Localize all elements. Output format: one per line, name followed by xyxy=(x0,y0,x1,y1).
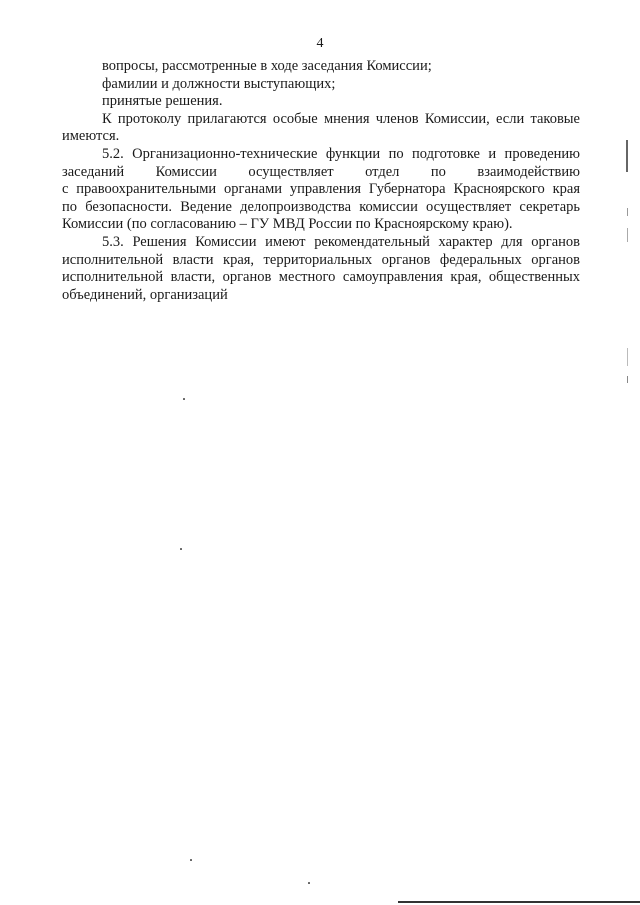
scan-speck-4 xyxy=(308,882,310,884)
scan-mark-right-3 xyxy=(627,228,628,242)
paragraph-5-2-line-5: Комиссии (по согласованию – ГУ МВД России по Красноярскому краю). xyxy=(62,216,513,233)
paragraph-5-3-line-2: исполнительной власти края, территориальных органов федеральных органов xyxy=(62,251,580,268)
scan-mark-right-2 xyxy=(627,208,628,216)
paragraph-5-3-line-1: 5.3. Решения Комиссии имеют рекомендательный характер для органов xyxy=(102,233,580,250)
list-item-questions: вопросы, рассмотренные в ходе заседания Комиссии; xyxy=(102,58,432,74)
scan-bottom-edge xyxy=(398,901,640,903)
paragraph-5-2-line-2: заседаний Комиссии осуществляет отдел по взаимодействию xyxy=(62,163,580,180)
scan-mark-right-1 xyxy=(626,140,628,172)
paragraph-5-3-line-4: объединений, организаций xyxy=(62,286,228,303)
scan-speck-1 xyxy=(183,398,185,400)
scan-mark-right-5 xyxy=(627,376,628,383)
scan-speck-3 xyxy=(190,859,192,861)
paragraph-5-2-line-4: по безопасности. Ведение делопроизводства комиссии осуществляет секретарь xyxy=(62,198,580,215)
list-item-speakers: фамилии и должности выступающих; xyxy=(102,75,336,92)
page-number: 4 xyxy=(316,36,324,51)
paragraph-protocol-line-1: К протоколу прилагаются особые мнения членов Комиссии, если таковые xyxy=(102,110,580,127)
scan-speck-2 xyxy=(180,548,182,550)
paragraph-5-2-line-3: с правоохранительными органами управления Губернатора Красноярского края xyxy=(62,181,580,198)
paragraph-5-3-line-3: исполнительной власти, органов местного самоуправления края, общественных xyxy=(62,269,580,286)
paragraph-5-2-line-1: 5.2. Организационно-технические функции по подготовке и проведению xyxy=(102,145,580,162)
document-body xyxy=(62,58,580,304)
paragraph-protocol-line-2: имеются. xyxy=(62,128,120,145)
scan-mark-right-4 xyxy=(627,348,628,366)
list-item-decisions: принятые решения. xyxy=(102,93,223,110)
